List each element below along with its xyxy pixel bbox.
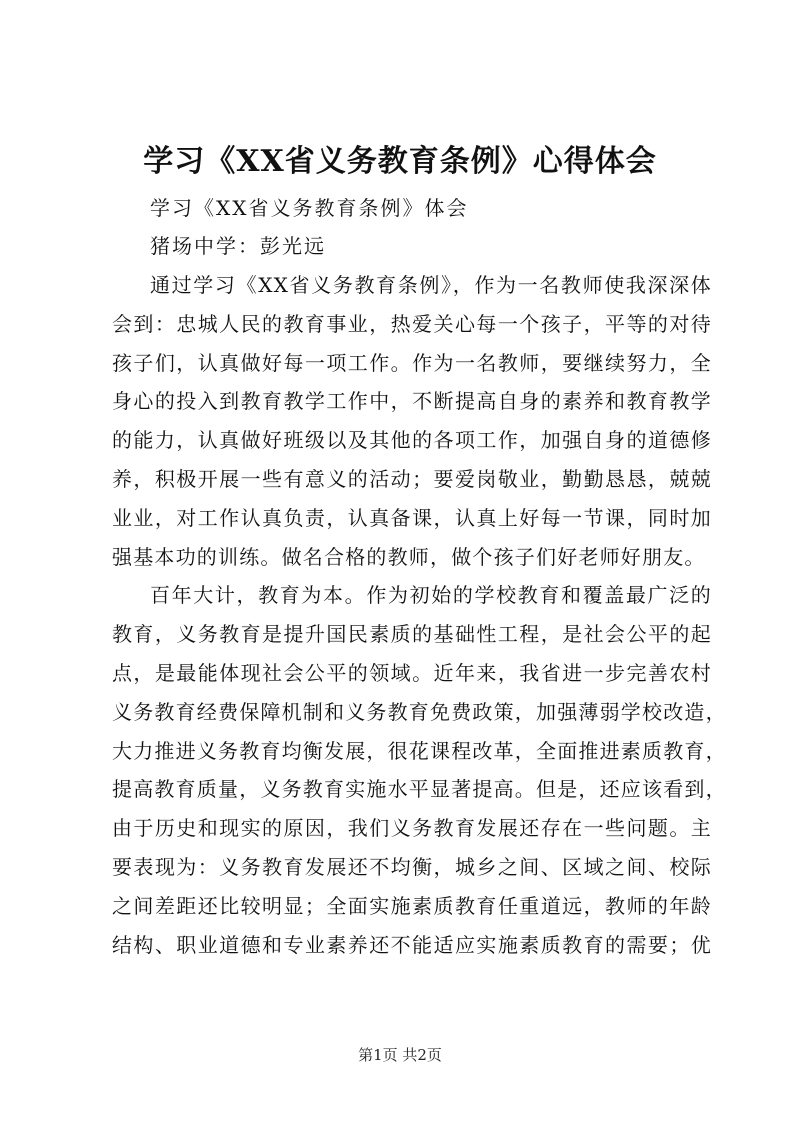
document-title: 学习《XX省义务教育条例》心得体会	[143, 144, 657, 179]
paragraph-line: 由于历史和现实的原因，我们义务教育发展还存在一些问题。主	[112, 816, 712, 841]
paragraph-2	[112, 576, 727, 964]
paragraph-line: 提高教育质量，义务教育实施水平显著提高。但是，还应该看到，	[112, 777, 727, 802]
paragraph-line: 点，是最能体现社会公平的领域。近年来，我省进一步完善农村	[112, 660, 712, 685]
paragraph-line: 身心的投入到教育教学工作中，不断提高自身的素养和教育教学	[112, 389, 712, 414]
page-footer: 第1页 共2页	[358, 1046, 442, 1064]
paragraph-line: 会到：忠城人民的教育事业，热爱关心每一个孩子，平等的对待	[112, 311, 712, 336]
paragraph-line: 通过学习《XX省义务教育条例》，作为一名教师使我深深体	[150, 273, 712, 297]
paragraph-line: 义务教育经费保障机制和义务教育免费政策，加强薄弱学校改造，	[112, 699, 727, 724]
paragraph-1	[112, 266, 712, 576]
paragraph-line: 大力推进义务教育均衡发展，很花课程改革，全面推进素质教育，	[112, 738, 727, 763]
paragraph-line: 之间差距还比较明显；全面实施素质教育任重道远，教师的年龄	[112, 893, 712, 918]
document-body	[112, 266, 727, 964]
document-subtitle: 学习《XX省义务教育条例》体会	[150, 196, 469, 220]
paragraph-line: 养，积极开展一些有意义的活动；要爱岗敬业，勤勤恳恳，兢兢	[112, 466, 712, 491]
paragraph-line: 教育，义务教育是提升国民素质的基础性工程，是社会公平的起	[112, 622, 712, 647]
paragraph-line: 结构、职业道德和专业素养还不能适应实施素质教育的需要；优	[112, 932, 712, 957]
paragraph-line: 要表现为：义务教育发展还不均衡，城乡之间、区域之间、校际	[112, 854, 712, 879]
paragraph-line: 强基本功的训练。做名合格的教师，做个孩子们好老师好朋友。	[112, 544, 706, 569]
paragraph-line: 百年大计，教育为本。作为初始的学校教育和覆盖最广泛的	[150, 583, 712, 608]
paragraph-line: 孩子们，认真做好每一项工作。作为一名教师，要继续努力，全	[112, 350, 712, 375]
paragraph-line: 的能力，认真做好班级以及其他的各项工作，加强自身的道德修	[112, 428, 712, 453]
paragraph-line: 业业，对工作认真负责，认真备课，认真上好每一节课，同时加	[112, 505, 712, 530]
document-author: 猪场中学：彭光远	[150, 234, 326, 258]
